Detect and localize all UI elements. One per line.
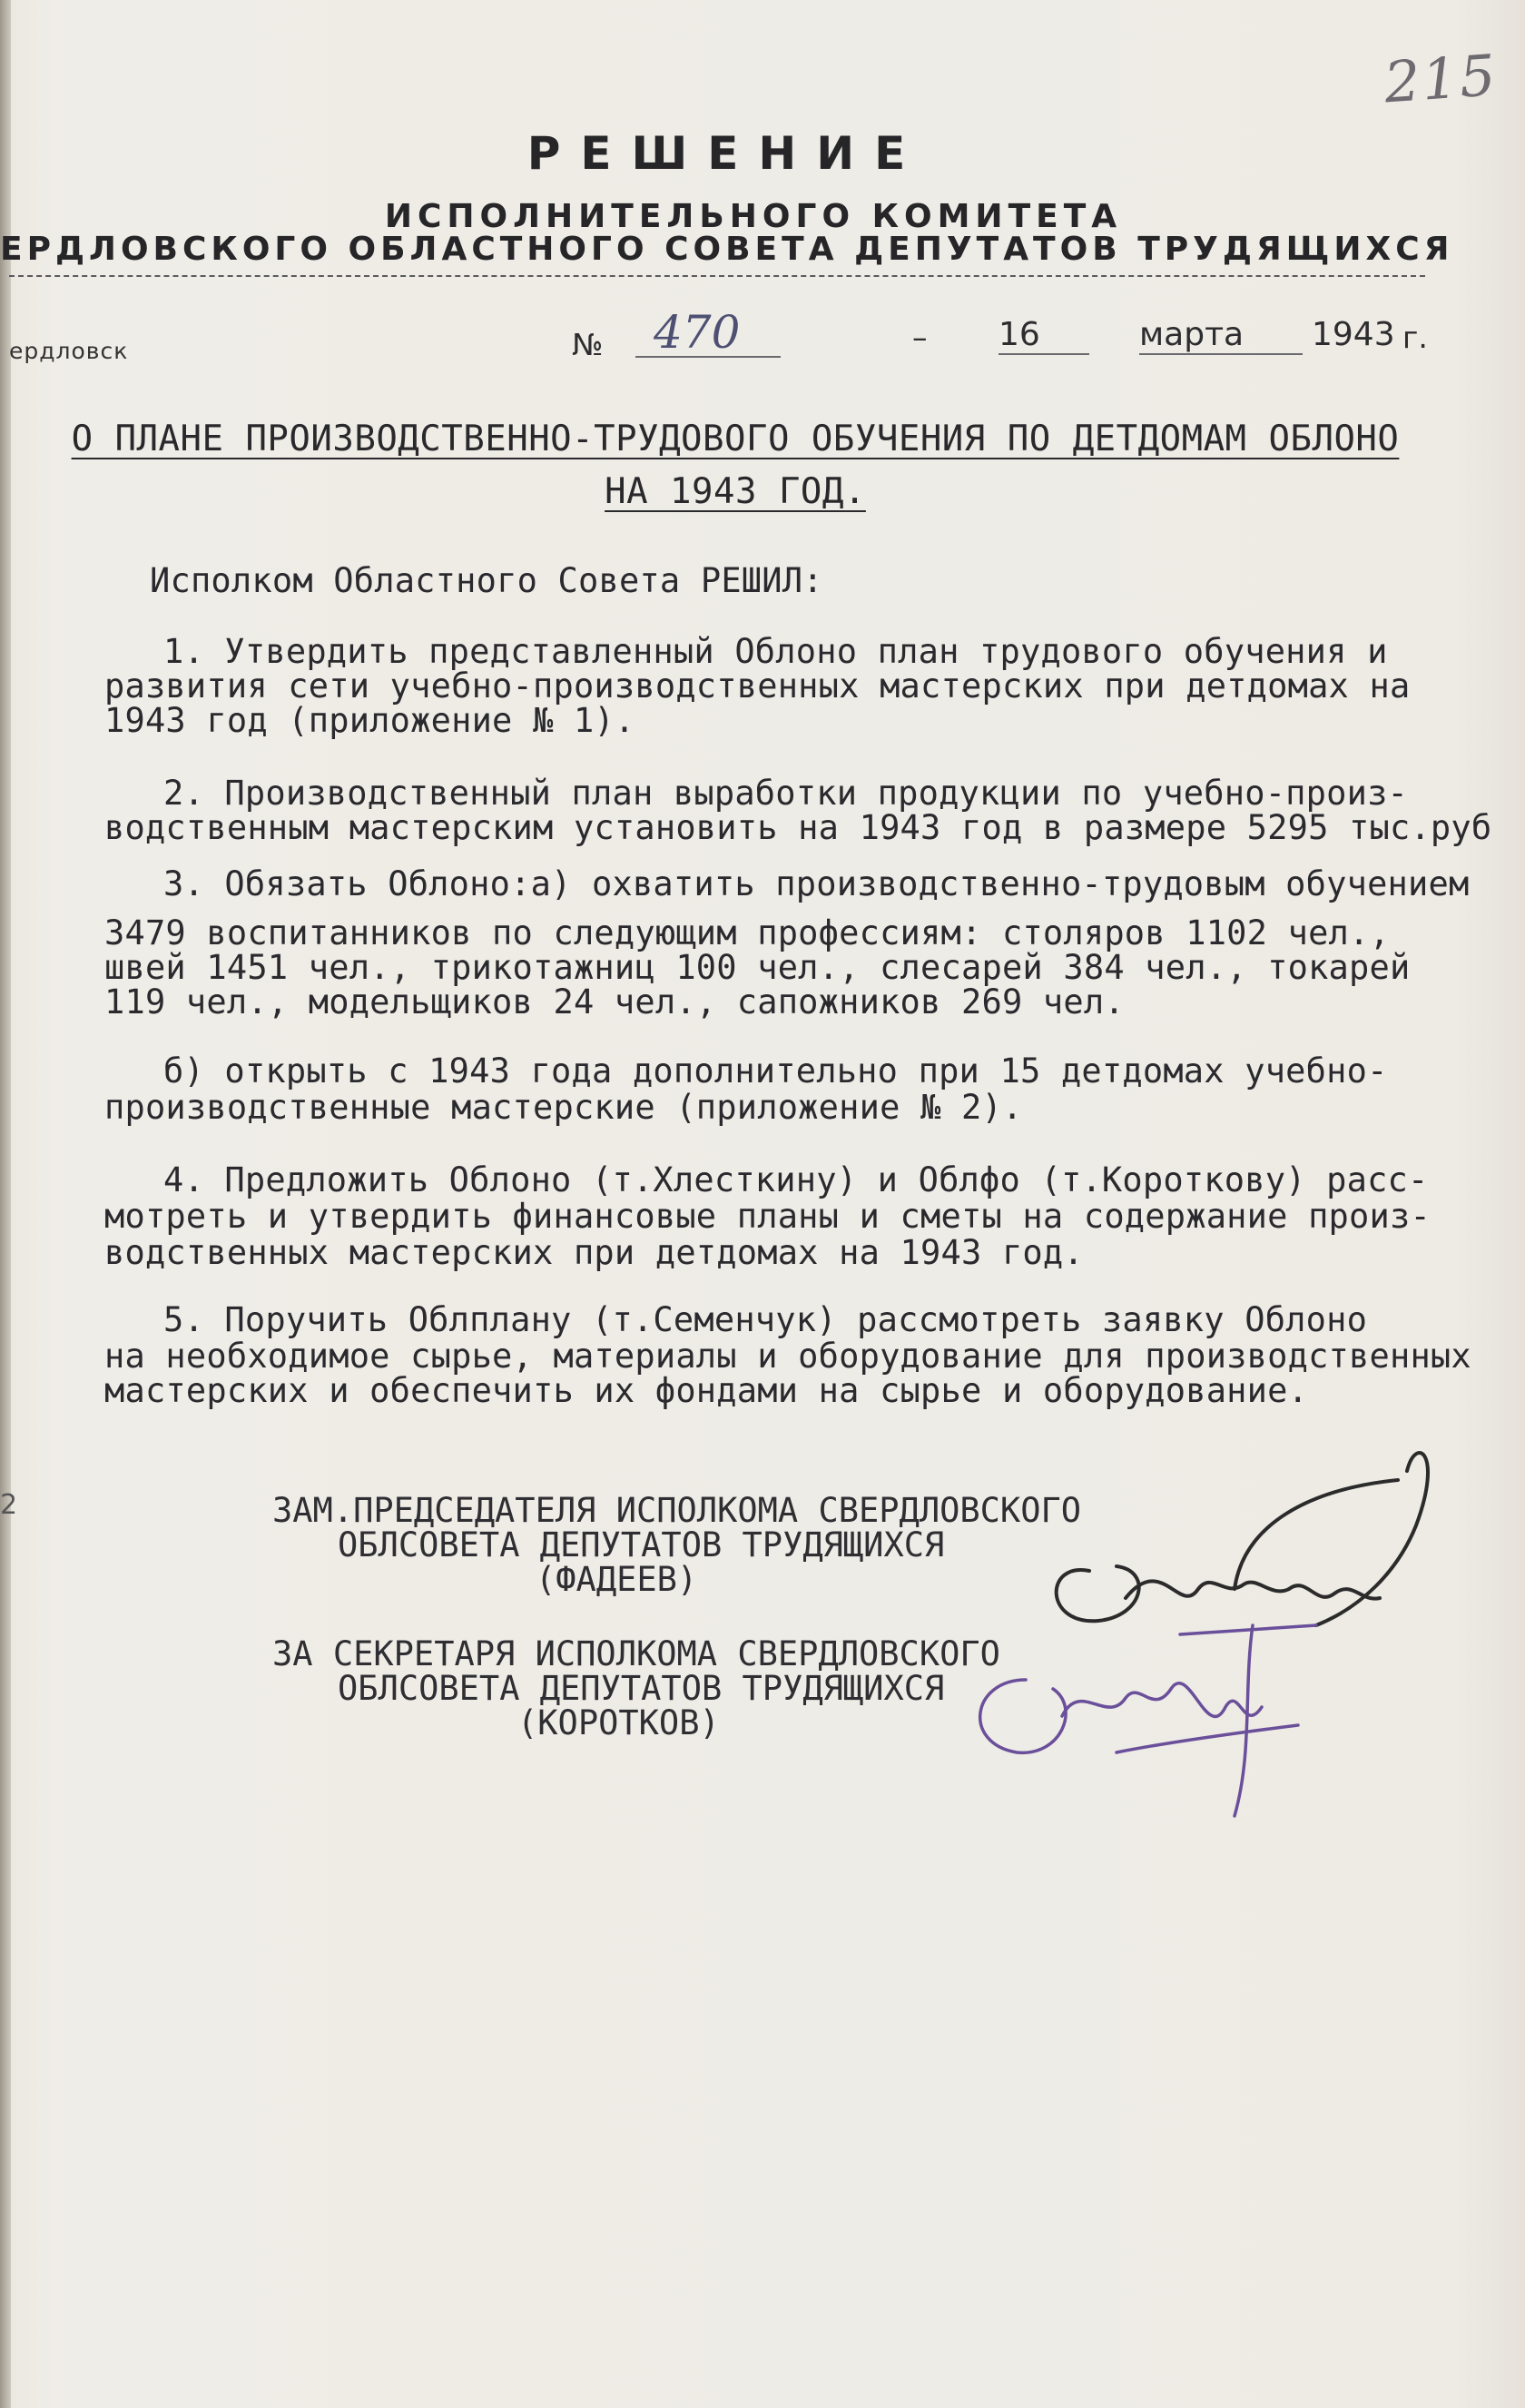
p3b-line-2: производственные мастерские (приложение № 2).: [104, 1088, 1023, 1127]
decision-number: 470: [635, 309, 781, 358]
p5-line-3: мастерских и обеспечить их фондами на сырье и оборудование.: [104, 1371, 1309, 1410]
number-dash: –: [912, 320, 928, 355]
margin-mark: 2: [0, 1489, 18, 1521]
p1-line-1: 1. Утвердить представленный Облоно план трудового обучения и: [163, 632, 1388, 671]
p5-line-1: 5. Поручить Облплану (т.Семенчук) рассмотреть заявку Облоно: [163, 1300, 1368, 1339]
number-label: №: [572, 327, 604, 362]
issuer-line-2: ЕРДЛОВСКОГО ОБЛАСТНОГО СОВЕТА ДЕПУТАТОВ ТРУДЯЩИХСЯ: [0, 231, 1454, 268]
signature-korotkov: [953, 1598, 1334, 1834]
signatory-1-body: ОБЛСОВЕТА ДЕПУТАТОВ ТРУДЯЩИХСЯ: [338, 1525, 945, 1564]
date-year: 1943: [1312, 316, 1395, 353]
p4-line-1: 4. Предложить Облоно (т.Хлесткину) и Облфо (т.Короткову) расс-: [163, 1160, 1429, 1199]
issuer-line-1: ИСПОЛНИТЕЛЬНОГО КОМИТЕТА: [384, 198, 1123, 235]
p4-line-3: водственных мастерских при детдомах на 1943 год.: [104, 1233, 1084, 1272]
date-day: 16: [999, 316, 1089, 355]
archive-page-number: 215: [1382, 41, 1500, 116]
p3b-line-1: б) открыть с 1943 года дополнительно при 15 детдомах учебно-: [163, 1051, 1388, 1091]
p3-line-3: швей 1451 чел., трикотажниц 100 чел., слесарей 384 чел., токарей: [104, 948, 1411, 987]
signatory-2-title: ЗА СЕКРЕТАРЯ ИСПОЛКОМА СВЕРДЛОВСКОГО: [272, 1634, 1000, 1673]
signatory-1-title: ЗАМ.ПРЕДСЕДАТЕЛЯ ИСПОЛКОМА СВЕРДЛОВСКОГО: [272, 1491, 1082, 1530]
date-month: марта: [1139, 316, 1303, 355]
place-of-issue: ердловск: [9, 338, 129, 364]
date-year-suffix: г.: [1402, 320, 1428, 355]
decision-subject: [64, 413, 1407, 518]
document-title: РЕШЕНИЕ: [526, 127, 926, 180]
subject-line-2: НА 1943 ГОД.: [605, 471, 866, 512]
p3-line-1: 3. Обязать Облоно:а) охватить производственно-трудовым обучением: [163, 864, 1470, 903]
signatory-2-body: ОБЛСОВЕТА ДЕПУТАТОВ ТРУДЯЩИХСЯ: [338, 1669, 945, 1708]
intro-line: Исполком Областного Совета РЕШИЛ:: [150, 561, 823, 600]
p3-line-4: 119 чел., модельщиков 24 чел., сапожников 269 чел.: [104, 982, 1125, 1021]
p3-line-2: 3479 воспитанников по следующим профессиям: столяров 1102 чел.,: [104, 913, 1390, 952]
p4-line-2: мотреть и утвердить финансовые планы и сметы на содержание произ-: [104, 1197, 1431, 1236]
p1-line-3: 1943 год (приложение № 1).: [104, 701, 635, 740]
signatory-2-name: (КОРОТКОВ): [517, 1703, 720, 1742]
p2-line-2: водственным мастерским установить на 1943 год в размере 5295 тыс.руб: [104, 808, 1492, 847]
subject-line-1: О ПЛАНЕ ПРОИЗВОДСТВЕННО-ТРУДОВОГО ОБУЧЕНИЯ ПО ДЕТДОМАМ ОБЛОНО: [71, 419, 1400, 459]
p1-line-2: развития сети учебно-производственных мастерских при детдомах на: [104, 666, 1411, 706]
header-divider: [9, 275, 1425, 277]
signatory-1-name: (ФАДЕЕВ): [536, 1560, 698, 1599]
p2-line-1: 2. Производственный план выработки продукции по учебно-произ-: [163, 774, 1409, 813]
p5-line-2: на необходимое сырье, материалы и оборудование для производственных: [104, 1337, 1471, 1376]
